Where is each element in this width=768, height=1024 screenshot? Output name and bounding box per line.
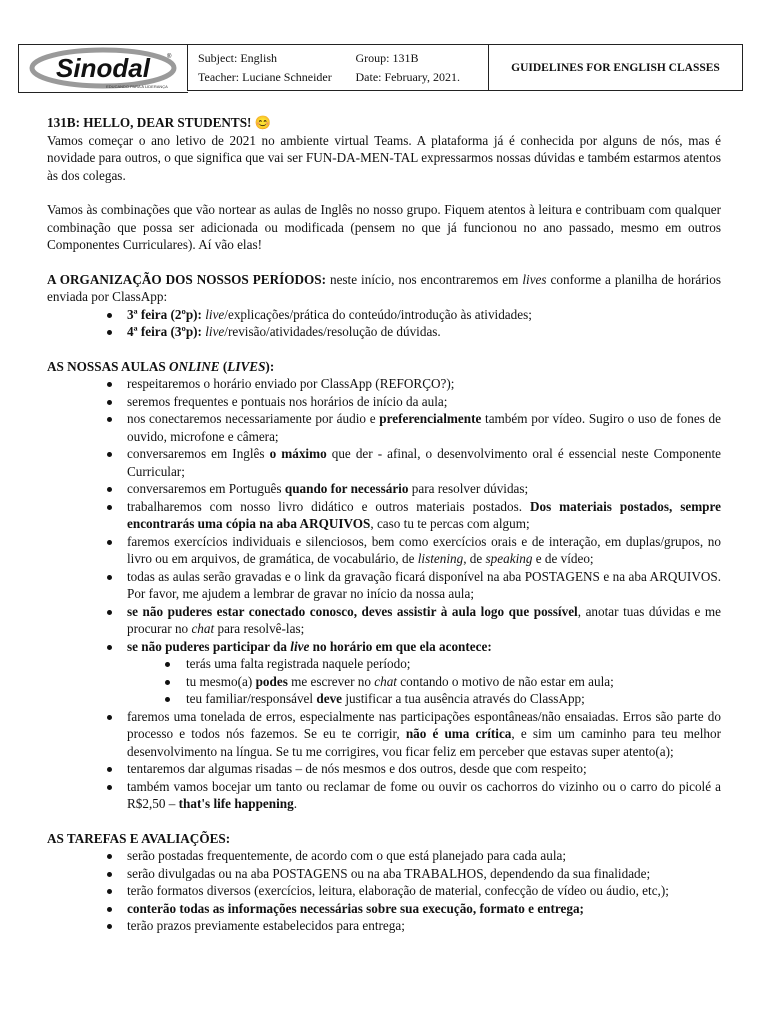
list-item: respeitaremos o horário enviado por ClassApp (REFORÇO?); xyxy=(47,375,721,393)
organization-heading: A ORGANIZAÇÃO DOS NOSSOS PERÍODOS: xyxy=(47,271,326,287)
list-item: faremos exercícios individuais e silenciosos, bem como exercícios orais e de interação, em duplas/grupos, no livro ou em arquivos, de gramática, de vocabulário, de listening, de speaking e de vídeo; xyxy=(47,533,721,568)
list-item: se não puderes participar da live no horário em que ela acontece: terás uma falta registrada naquele período; tu mesmo(a) podes me escrever no chat contando o motivo de não estar em aula; teu familiar/responsável deve justificar a tua ausência através do ClassApp; xyxy=(47,638,721,708)
list-item: terão formatos diversos (exercícios, leitura, elaboração de material, confecção de vídeo ou áudio, etc,); xyxy=(47,882,721,900)
list-item: conversaremos em Inglês o máximo que der - afinal, o desenvolvimento oral é essencial neste Componente Curricular; xyxy=(47,445,721,480)
sublist-item: terás uma falta registrada naquele período; xyxy=(47,655,721,673)
greeting-paragraph-1: Vamos começar o ano letivo de 2021 no ambiente virtual Teams. A plataforma já é conhecida por alguns de nós, mas é novidade para outros, o que significa que vai ser FUN-DA-MEN-TAL expressarmos nossas dúvidas e também estarmos atentos às dos colegas. xyxy=(47,132,721,183)
classes-heading: AS NOSSAS AULAS ONLINE (LIVES): xyxy=(47,358,275,374)
svg-text:EDUCANDO PARA A LIDERANÇA: EDUCANDO PARA A LIDERANÇA xyxy=(106,84,168,89)
greeting-heading: 131B: HELLO, DEAR STUDENTS! 😊 xyxy=(47,115,272,130)
list-item: faremos uma tonelada de erros, especialmente nas participações espontâneas/não ensaiadas. Erros são parte do processo e todos nós fazemos. Se eu te corrigir, não é uma crítica, e sim um caminho para teu melhor desenvolvimento na língua. Se tu me corrigires, vou ficar feliz em perceber que estavas super atento(a); xyxy=(47,708,721,761)
list-item: terão prazos previamente estabelecidos para entrega; xyxy=(47,917,721,935)
document-body xyxy=(47,114,721,935)
greeting-paragraph-2: Vamos às combinações que vão nortear as aulas de Inglês no nosso grupo. Fiquem atentos à leitura e contribuam com qualquer combinação que possa ser adicionada ou modificada (pensem no que já funcionou no ano passado, mesmo em outros Componentes Curriculares). Aí vão elas! xyxy=(47,202,721,252)
list-item: nos conectaremos necessariamente por áudio e preferencialmente também por vídeo. Sugiro o uso de fones de ouvido, microfone e câmera; xyxy=(47,410,721,445)
document-header xyxy=(18,44,742,92)
sinodal-logo xyxy=(29,46,181,90)
list-item: todas as aulas serão gravadas e o link da gravação ficará disponível na aba POSTAGENS e na aba ARQUIVOS. Por favor, me ajudem a lembrar de gravar no início da nossa aula; xyxy=(47,568,721,603)
list-item: conversaremos em Português quando for necessário para resolver dúvidas; xyxy=(47,480,721,498)
date-label: Date: February, 2021. xyxy=(355,69,461,84)
subject-label: Subject: English xyxy=(198,50,277,65)
sublist-item: tu mesmo(a) podes me escrever no chat contando o motivo de não estar em aula; xyxy=(47,673,721,691)
list-item: conterão todas as informações necessárias sobre sua execução, formato e entrega; xyxy=(47,900,721,918)
list-item: se não puderes estar conectado conosco, deves assistir à aula logo que possível, anotar tuas dúvidas e me procurar no chat para resolvê-las; xyxy=(47,603,721,638)
list-item: também vamos bocejar um tanto ou reclamar de fome ou ouvir os cachorros do vizinho ou o carro do picolé a R$2,50 – that's life happening. xyxy=(47,778,721,813)
organization-list xyxy=(47,306,721,341)
svg-text:Sinodal: Sinodal xyxy=(56,53,150,83)
teacher-label: Teacher: Luciane Schneider xyxy=(198,69,332,84)
sublist-item: teu familiar/responsável deve justificar a tua ausência através do ClassApp; xyxy=(47,690,721,708)
list-item: seremos frequentes e pontuais nos horários de início da aula; xyxy=(47,393,721,411)
tasks-list xyxy=(47,847,721,935)
list-item: serão postadas frequentemente, de acordo com o que está planejado para cada aula; xyxy=(47,847,721,865)
list-item: 3ª feira (2ºp): live/explicações/prática do conteúdo/introdução às atividades; xyxy=(47,306,721,324)
list-item: tentaremos dar algumas risadas – de nós mesmos e dos outros, desde que com respeito; xyxy=(47,760,721,778)
classes-list xyxy=(47,375,721,813)
tasks-heading: AS TAREFAS E AVALIAÇÕES: xyxy=(47,830,231,846)
list-item: trabalharemos com nosso livro didático e outros materiais postados. Dos materiais postados, sempre encontrarás uma cópia na aba ARQUIVOS, caso tu te percas com algum; xyxy=(47,498,721,533)
guidelines-title: GUIDELINES FOR ENGLISH CLASSES xyxy=(489,45,743,91)
list-item: serão divulgadas ou na aba POSTAGENS ou na aba TRABALHOS, dependendo da sua finalidade; xyxy=(47,865,721,883)
absence-sublist xyxy=(47,655,721,708)
group-label: Group: 131B xyxy=(355,50,419,65)
logo-box xyxy=(18,44,188,93)
svg-text:®: ® xyxy=(167,54,172,60)
organization-paragraph: A ORGANIZAÇÃO DOS NOSSOS PERÍODOS: neste início, nos encontraremos em lives conforme a planilha de horários enviada por ClassApp: xyxy=(47,271,721,304)
header-info-table xyxy=(187,44,743,91)
list-item: 4ª feira (3ºp): live/revisão/atividades/resolução de dúvidas. xyxy=(47,323,721,341)
